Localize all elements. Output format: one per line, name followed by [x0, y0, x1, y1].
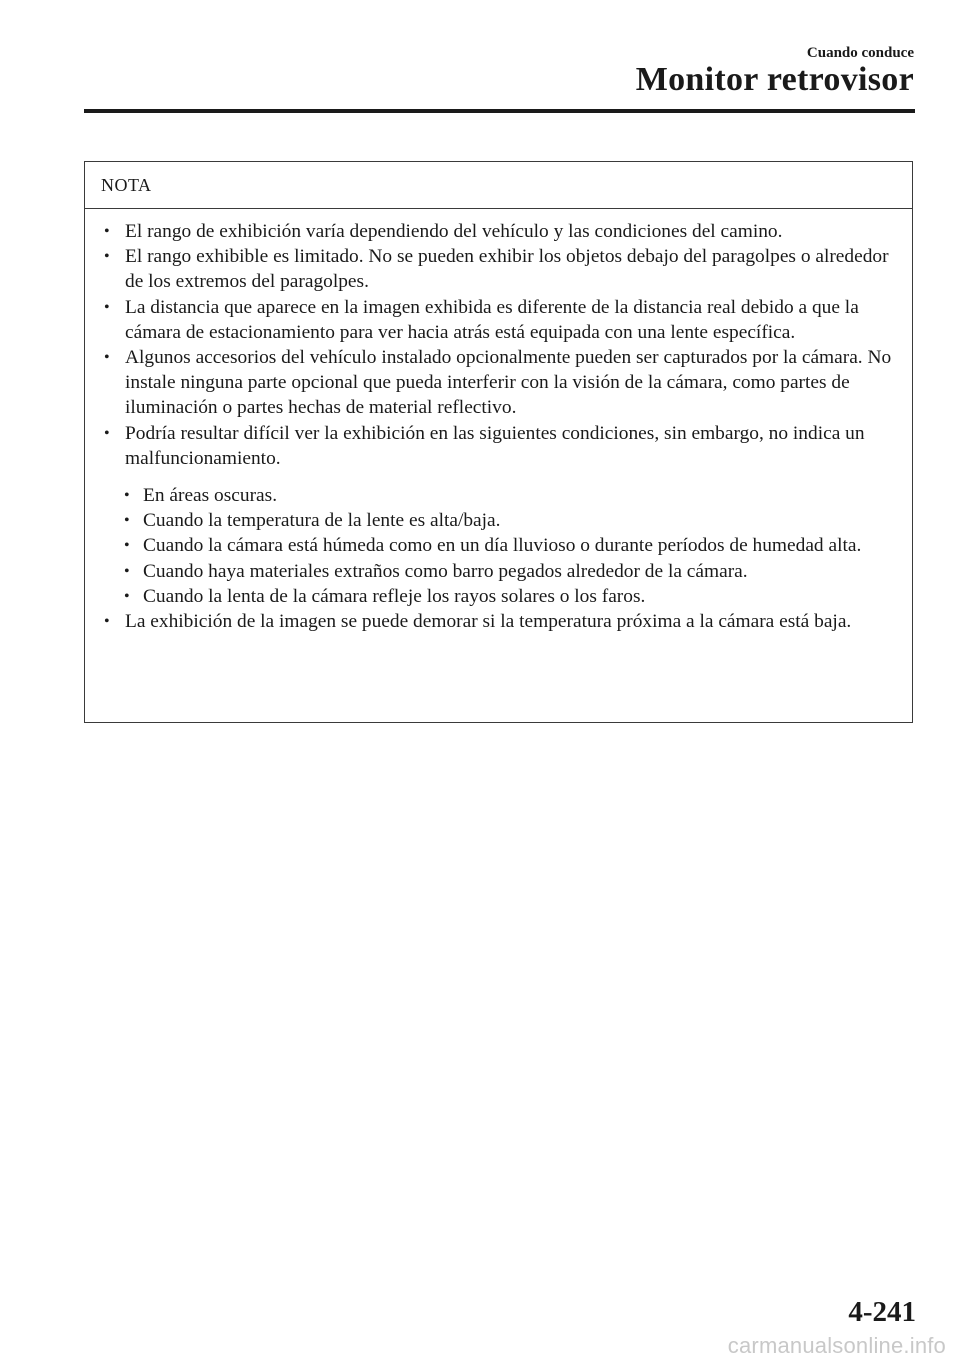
bullet: • [104, 424, 110, 442]
sub-list-item [85, 483, 912, 508]
sub-list [85, 483, 912, 609]
note-item [85, 345, 912, 421]
note-item-text: Podría resultar difícil ver la exhibición en las siguientes condiciones, sin embargo, no indica un malfuncionamiento. [125, 422, 865, 469]
note-item-text: El rango exhibible es limitado. No se pueden exhibir los objetos debajo del paragolpes o alrededor de los extremos del paragolpes. [125, 246, 889, 293]
sub-item-text: Cuando la lenta de la cámara refleje los rayos solares o los faros. [143, 585, 646, 607]
note-item-text: Algunos accesorios del vehículo instalado opcionalmente pueden ser capturados por la cámara. No instale ninguna parte opcional que pueda interferir con la visión de la cámara, como partes de iluminación o partes hechas de material reflectivo. [125, 347, 892, 419]
bullet: • [124, 562, 130, 580]
bullet: • [104, 613, 110, 631]
note-label: NOTA [85, 162, 912, 209]
sub-list-item [85, 584, 912, 609]
sub-list-item [85, 508, 912, 533]
page-number: 4-241 [848, 1296, 916, 1328]
sub-item-text: Cuando la temperatura de la lente es alta/baja. [143, 510, 501, 532]
note-body [85, 209, 912, 634]
note-item [85, 295, 912, 345]
note-item [85, 609, 912, 634]
sub-list-item [85, 533, 912, 558]
note-box [84, 161, 913, 723]
sub-item-text: Cuando haya materiales extraños como barro pegados alrededor de la cámara. [143, 560, 748, 582]
note-item [85, 219, 912, 244]
bullet: • [124, 587, 130, 605]
sub-list-item [85, 559, 912, 584]
bullet: • [104, 298, 110, 316]
bullet: • [124, 512, 130, 530]
bullet: • [104, 223, 110, 240]
note-item [85, 244, 912, 294]
note-item [85, 421, 912, 471]
note-item-text: La distancia que aparece en la imagen exhibida es diferente de la distancia real debido a que la cámara de estacionamiento para ver hacia atrás está equipada con una lente específica. [125, 296, 859, 343]
note-item-text: La exhibición de la imagen se puede demorar si la temperatura próxima a la cámara está baja. [125, 611, 852, 633]
bullet: • [104, 349, 110, 367]
section-heading: Cuando conduce [806, 45, 914, 61]
bullet: • [124, 537, 130, 555]
note-item-text: El rango de exhibición varía dependiendo del vehículo y las condiciones del camino. [125, 221, 783, 242]
sub-item-text: Cuando la cámara está húmeda como en un día lluvioso o durante períodos de humedad alta. [143, 535, 862, 557]
bullet: • [124, 487, 130, 505]
watermark: carmanualsonline.info [727, 1333, 946, 1358]
sub-item-text: En áreas oscuras. [143, 485, 278, 507]
page-title: Monitor retrovisor [635, 61, 914, 98]
header-divider [84, 109, 915, 113]
bullet: • [104, 248, 110, 266]
